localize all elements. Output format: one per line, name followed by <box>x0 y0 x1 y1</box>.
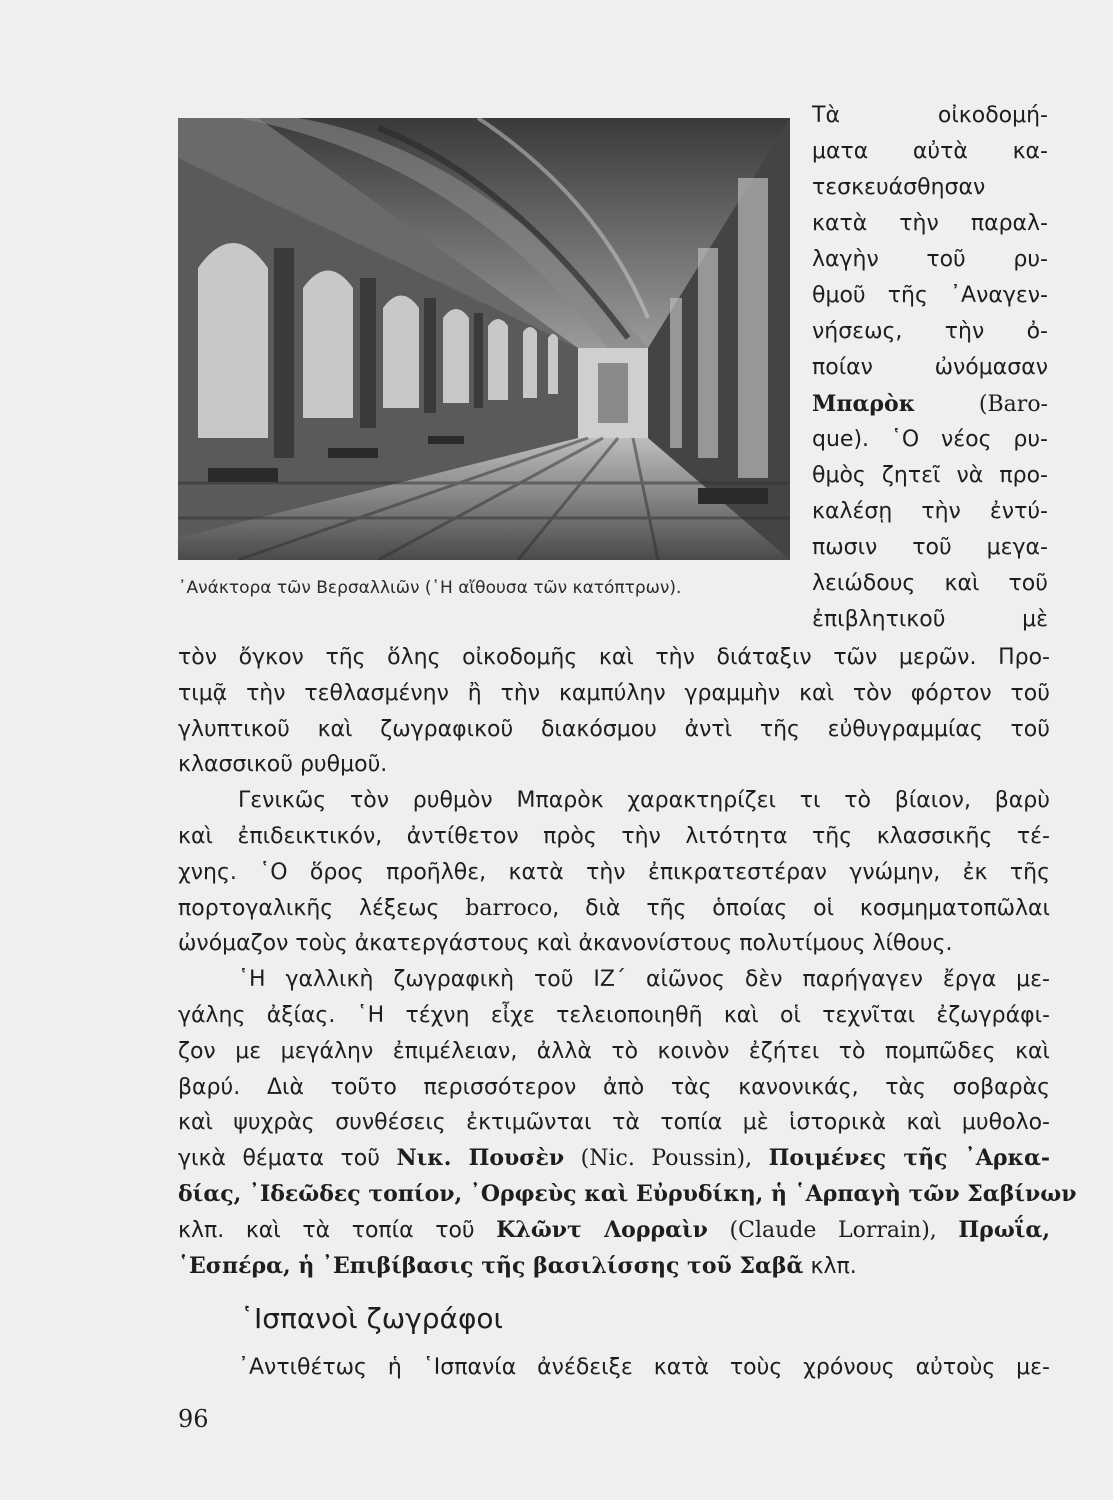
paragraph-line: κλπ. καὶ τὰ τοπία τοῦ Κλῶντ Λορραὶν (Claude Lorrain), Πρωΐα, <box>178 1216 1050 1243</box>
hall-of-mirrors-photo <box>178 118 790 560</box>
paragraph-line: κλασσικοῦ ρυθμοῦ. <box>178 752 388 778</box>
paragraph-line: δίας, ᾿Ιδεῶδες τοπίον, ᾿Ορφεὺς καὶ Εὐρυδίκη, ἡ ῾Αρπαγὴ τῶν Σαβίνων <box>178 1180 1077 1207</box>
side-text-line: κατὰ τὴν παραλ- <box>812 211 1048 236</box>
work-title: Πρωΐα, <box>958 1216 1050 1243</box>
side-text-line: ποίαν ὠνόμασαν <box>812 355 1048 380</box>
figure-caption: ᾿Ανάκτορα τῶν Βερσαλλιῶν (῾Η αἴθουσα τῶν κατόπτρων). <box>178 578 682 598</box>
paragraph-line: ῾Εσπέρα, ἡ ᾿Επιβίβασις τῆς βασιλίσσης τοῦ Σαβᾶ κλπ. <box>178 1252 857 1279</box>
paragraph-line: γάλης ἀξίας. ῾Η τέχνη εἶχε τελειοποιηθῆ καὶ οἱ τεχνῖται ἐζωγράφι- <box>178 1002 1050 1028</box>
section-heading: ῾Ισπανοὶ ζωγράφοι <box>240 1302 504 1335</box>
term-baroque: Μπαρὸκ <box>812 391 916 417</box>
side-text-line: θμὸς ζητεῖ νὰ προ- <box>812 463 1048 488</box>
page-number: 96 <box>178 1405 209 1433</box>
paragraph-line: καὶ ἐπιδεικτικόν, ἀντίθετον πρὸς τὴν λιτότητα τῆς κλασσικῆς τέ- <box>178 823 1050 849</box>
paragraph-line: ὠνόμαζον τοὺς ἀκατεργάστους καὶ ἀκανονίστους πολυτίμους λίθους. <box>178 931 953 957</box>
side-text-line: πωσιν τοῦ μεγα- <box>812 535 1048 560</box>
side-text-line: Τὰ οἰκοδομή- <box>812 103 1048 128</box>
side-text-line: τεσκευάσθησαν <box>812 175 986 200</box>
paragraph-line: ῾Η γαλλικὴ ζωγραφικὴ τοῦ ΙΖ´ αἰῶνος δὲν παρήγαγεν ἔργα με- <box>238 967 1050 993</box>
side-text-line: καλέσῃ τὴν ἐντύ- <box>812 499 1048 524</box>
term-baroque-latin: (Baro- <box>915 392 1048 417</box>
hall-of-mirrors-image <box>178 118 790 560</box>
paragraph-line: τὸν ὄγκον τῆς ὅλης οἰκοδομῆς καὶ τὴν διάταξιν τῶν μερῶν. Προ- <box>178 645 1050 670</box>
side-text-line: que). ῾Ο νέος ρυ- <box>812 427 1048 452</box>
paragraph-line: γλυπτικοῦ καὶ ζωγραφικοῦ διακόσμου ἀντὶ τῆς εὐθυγραμμίας τοῦ <box>178 716 1050 742</box>
side-text-line: θμοῦ τῆς ᾿Αναγεν- <box>812 283 1048 308</box>
name-lorrain: Κλῶντ Λορραὶν <box>496 1216 708 1243</box>
paragraph-line: ᾿Αντιθέτως ἡ ῾Ισπανία ἀνέδειξε κατὰ τοὺς χρόνους αὐτοὺς με- <box>238 1355 1050 1380</box>
paragraph-line: γικὰ θέματα τοῦ Νικ. Πουσὲν (Nic. Poussin), Ποιμένες τῆς ᾿Αρκα- <box>178 1145 1050 1172</box>
work-title: ῾Εσπέρα, ἡ ᾿Επιβίβασις τῆς βασιλίσσης τοῦ Σαβᾶ <box>178 1252 804 1279</box>
paragraph-line: ζον με μεγάλην ἐπιμέλειαν, ἀλλὰ τὸ κοινὸν ἐζήτει τὸ πομπῶδες καὶ <box>178 1038 1050 1064</box>
side-text-line <box>812 386 1048 423</box>
work-title: Ποιμένες τῆς ᾿Αρκα- <box>768 1145 1050 1172</box>
paragraph-line: βαρύ. Διὰ τοῦτο περισσότερον ἀπὸ τὰς κανονικάς, τὰς σοβαρὰς <box>178 1074 1050 1100</box>
paragraph-line: καὶ ψυχρὰς συνθέσεις ἐκτιμῶνται τὰ τοπία μὲ ἱστορικὰ καὶ μυθολο- <box>178 1110 1050 1136</box>
paragraph-line: Γενικῶς τὸν ρυθμὸν Μπαρὸκ χαρακτηρίζει τι τὸ βίαιον, βαρὺ <box>238 788 1050 814</box>
side-text-line: ματα αὐτὰ κα- <box>812 139 1048 164</box>
term-barroco: barroco <box>465 895 553 921</box>
paragraph-line: χνης. ῾Ο ὅρος προῆλθε, κατὰ τὴν ἐπικρατεστέραν γνώμην, ἐκ τῆς <box>178 859 1050 885</box>
body-text <box>178 640 1077 1284</box>
name-poussin: Νικ. Πουσὲν <box>396 1145 565 1172</box>
side-text-line: λειώδους καὶ τοῦ <box>812 571 1048 596</box>
paragraph-line: πορτογαλικῆς λέξεως barroco, διὰ τῆς ὁποίας οἱ κοσμηματοπῶλαι <box>178 895 1051 921</box>
body-text <box>178 1350 1050 1386</box>
paragraph-line: τιμᾷ τὴν τεθλασμένην ἢ τὴν καμπύλην γραμμὴν καὶ τὸν φόρτον τοῦ <box>178 680 1050 706</box>
side-text-line: νήσεως, τὴν ὀ- <box>812 319 1048 344</box>
side-text-line: ἐπιβλητικοῦ μὲ <box>812 607 1048 632</box>
side-text-line: λαγὴν τοῦ ρυ- <box>812 247 1048 272</box>
